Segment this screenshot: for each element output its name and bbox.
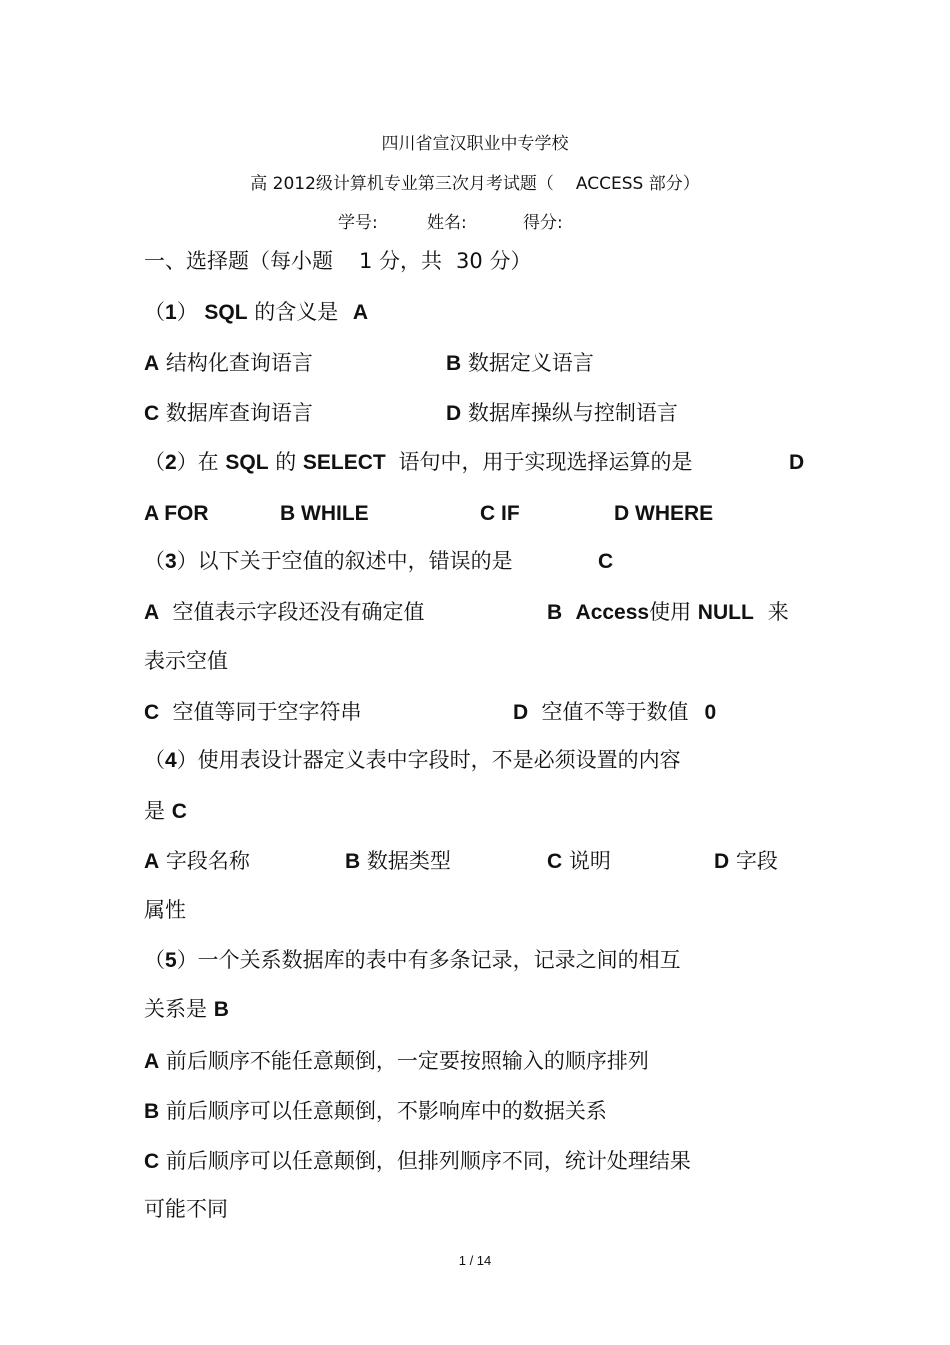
option-text: 说明 xyxy=(568,849,611,873)
question-number: 4 xyxy=(165,749,177,772)
section-heading-part: 30 分） xyxy=(456,249,532,273)
exam-title-prefix: 高 2012级计算机专业第三次月考试题（ xyxy=(250,174,554,194)
q3-option-c xyxy=(144,702,362,723)
q4-option-b xyxy=(345,851,451,872)
option-text: 数据库操纵与控制语言 xyxy=(467,401,678,425)
option-letter: A xyxy=(144,1050,160,1073)
question-5-cont xyxy=(144,999,229,1020)
question-text: 是 xyxy=(144,799,165,823)
question-text: ）使用表设计器定义表中字段时，不是必须设置的内容 xyxy=(176,748,681,772)
exam-title xyxy=(0,176,950,193)
keyword: SQL xyxy=(225,451,269,474)
q5-option-c-cont: 可能不同 xyxy=(144,1197,228,1221)
option-text: 前后顺序可以任意颠倒，不影响库中的数据关系 xyxy=(165,1099,607,1123)
q5-option-c xyxy=(144,1151,691,1172)
option-text: 数据定义语言 xyxy=(467,351,594,375)
q3-option-b xyxy=(547,602,789,623)
question-number: 2 xyxy=(165,451,177,474)
score-label: 得分: xyxy=(523,213,563,233)
keyword: NULL xyxy=(697,601,754,624)
option-text: 字段 xyxy=(735,849,778,873)
q4-option-a xyxy=(144,851,250,872)
q5-option-a xyxy=(144,1051,649,1072)
answer: A xyxy=(352,301,369,324)
option-letter: B xyxy=(144,1100,160,1123)
question-4 xyxy=(144,750,681,771)
q1-option-b xyxy=(446,353,594,374)
question-2 xyxy=(144,452,692,473)
keyword: SELECT xyxy=(302,451,386,474)
option-text: 空值等同于空字符串 xyxy=(172,700,362,724)
option-text: 数据库查询语言 xyxy=(165,401,313,425)
option-letter: A xyxy=(144,601,160,624)
option-letter: B xyxy=(547,601,563,624)
option-letter: C xyxy=(547,850,563,873)
answer: B xyxy=(213,998,229,1021)
q3-option-d xyxy=(513,702,716,723)
answer: C xyxy=(171,800,187,823)
option-number: 0 xyxy=(704,701,717,724)
page-number: 1 / 14 xyxy=(458,1253,492,1268)
question-text: ）以下关于空值的叙述中，错误的是 xyxy=(176,549,513,573)
option-letter: C xyxy=(144,402,160,425)
q1-option-d xyxy=(446,403,678,424)
q2-answer: D xyxy=(789,451,805,474)
option-letter: C xyxy=(144,701,160,724)
option-letter: B xyxy=(345,850,361,873)
question-1 xyxy=(144,302,368,323)
section-heading-part: 1 分，共 xyxy=(359,249,443,273)
keyword: SQL xyxy=(204,301,248,324)
q-paren: （ xyxy=(144,948,165,972)
option-letter: D xyxy=(513,701,529,724)
q4-option-d-cont: 属性 xyxy=(144,898,186,922)
question-number: 5 xyxy=(165,949,177,972)
option-letter: D xyxy=(446,402,462,425)
q1-option-c xyxy=(144,403,313,424)
q2-option-b: B WHILE xyxy=(280,502,369,525)
option-text: 空值不等于数值 xyxy=(541,700,689,724)
option-text: 结构化查询语言 xyxy=(165,351,313,375)
q1-option-a xyxy=(144,353,313,374)
q3-option-a xyxy=(144,602,425,623)
question-text: 语句中，用于实现选择运算的是 xyxy=(398,450,693,474)
option-text: 前后顺序可以任意颠倒，但排列顺序不同，统计处理结果 xyxy=(165,1149,691,1173)
question-5 xyxy=(144,950,681,971)
name-label: 姓名: xyxy=(427,213,467,233)
q-paren: ）在 xyxy=(176,450,219,474)
option-letter: A xyxy=(144,850,160,873)
q4-option-c xyxy=(547,851,611,872)
q4-option-d xyxy=(714,851,778,872)
option-letter: A xyxy=(144,352,160,375)
q-paren: （ xyxy=(144,450,165,474)
question-text: 关系是 xyxy=(144,997,207,1021)
option-text: 来 xyxy=(767,600,789,624)
school-title: 四川省宣汉职业中专学校 xyxy=(381,134,569,154)
option-text: 使用 xyxy=(649,600,692,624)
section-heading xyxy=(144,251,531,272)
q2-option-a: A FOR xyxy=(144,502,209,525)
question-number: 3 xyxy=(165,550,177,573)
section-heading-part: 一、选择题（每小题 xyxy=(144,249,333,273)
q3-answer: C xyxy=(598,550,614,573)
option-letter: D xyxy=(714,850,730,873)
q3-option-b-cont: 表示空值 xyxy=(144,649,228,673)
question-text: 的 xyxy=(275,450,297,474)
question-text: ）一个关系数据库的表中有多条记录，记录之间的相互 xyxy=(176,948,681,972)
q-paren: ） xyxy=(176,300,198,324)
q-paren: （ xyxy=(144,748,165,772)
question-4-cont xyxy=(144,801,187,822)
question-text: 的含义是 xyxy=(254,300,339,324)
q5-option-b xyxy=(144,1101,607,1122)
question-3 xyxy=(144,551,513,572)
option-letter: C xyxy=(144,1150,160,1173)
q2-option-c: C IF xyxy=(480,502,520,525)
keyword: Access xyxy=(575,601,650,624)
exam-title-suffix: ACCESS 部分） xyxy=(575,174,700,194)
option-text: 数据类型 xyxy=(366,849,451,873)
option-text: 空值表示字段还没有确定值 xyxy=(172,600,425,624)
student-id-label: 学号: xyxy=(338,213,378,233)
option-text: 字段名称 xyxy=(165,849,250,873)
q-paren: （ xyxy=(144,300,165,324)
option-text: 前后顺序不能任意颠倒，一定要按照输入的顺序排列 xyxy=(165,1049,649,1073)
q-paren: （ xyxy=(144,549,165,573)
q2-option-d: D WHERE xyxy=(614,502,714,525)
question-number: 1 xyxy=(165,301,177,324)
option-letter: B xyxy=(446,352,462,375)
